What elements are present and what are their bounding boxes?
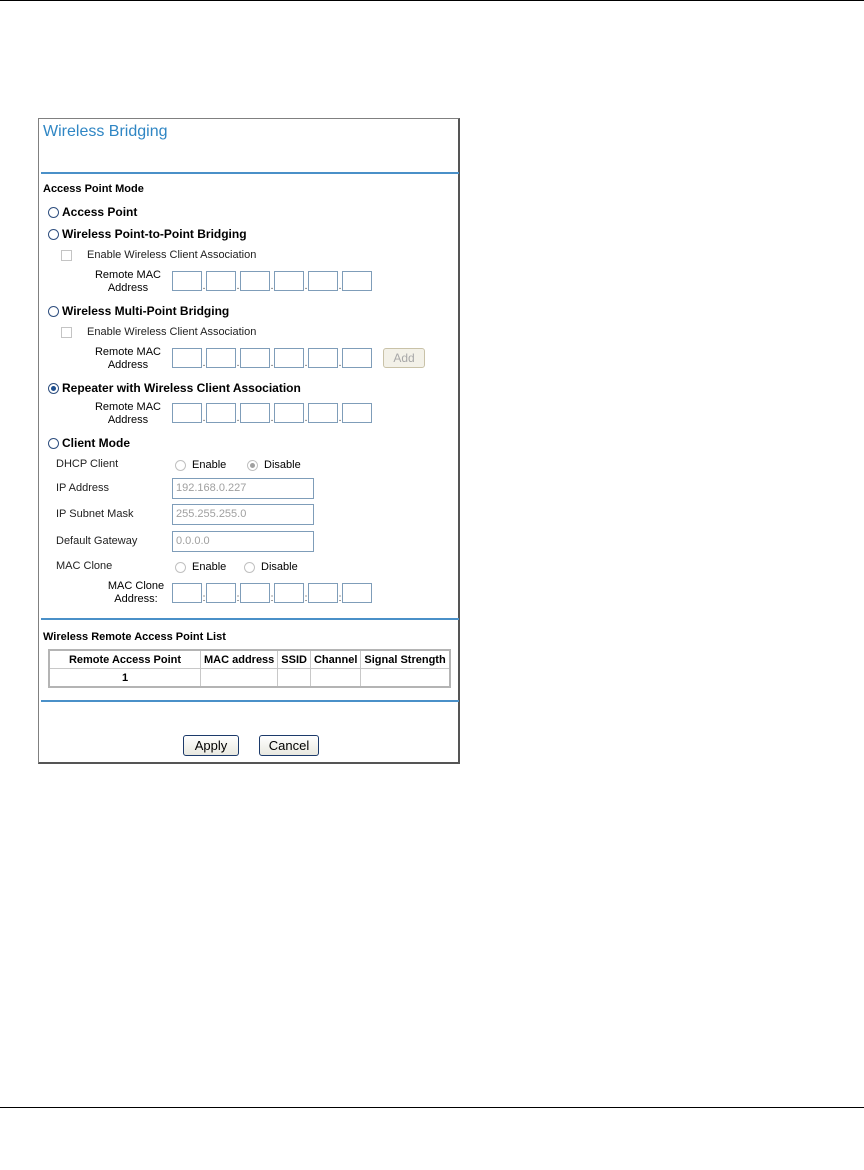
mac-octet-input[interactable] bbox=[274, 403, 304, 423]
radio-icon bbox=[48, 438, 59, 449]
mac-octet-input[interactable] bbox=[274, 348, 304, 368]
radio-client-mode[interactable] bbox=[48, 436, 130, 450]
mac-octet-input[interactable] bbox=[172, 583, 202, 603]
mac-octet-input[interactable] bbox=[342, 271, 372, 291]
radio-selected-icon bbox=[247, 460, 258, 471]
add-mac-button[interactable]: Add bbox=[383, 348, 425, 368]
mac-octet-input[interactable] bbox=[172, 271, 202, 291]
mac-octet-input[interactable] bbox=[274, 583, 304, 603]
table-divider bbox=[41, 700, 459, 702]
mac-octet-input[interactable] bbox=[172, 348, 202, 368]
radio-multipoint-bridging[interactable] bbox=[48, 304, 229, 318]
repeater-remote-mac-input: . . . . . bbox=[172, 403, 372, 423]
p2p-enable-assoc-label: Enable Wireless Client Association bbox=[87, 249, 257, 261]
table-cell: 1 bbox=[49, 669, 201, 688]
p2p-remote-mac-label: Remote MAC Address bbox=[94, 269, 162, 294]
mac-octet-input[interactable] bbox=[240, 271, 270, 291]
mac-octet-input[interactable] bbox=[274, 271, 304, 291]
table-cell bbox=[201, 669, 278, 688]
ip-address-label: IP Address bbox=[56, 482, 109, 494]
client-mode-divider bbox=[41, 618, 459, 620]
title-divider bbox=[41, 172, 459, 174]
dhcp-enable-option[interactable] bbox=[175, 459, 226, 471]
radio-multipoint-label: Wireless Multi-Point Bridging bbox=[62, 304, 230, 318]
multipoint-remote-mac-label: Remote MAC Address bbox=[94, 346, 162, 371]
mac-octet-input[interactable] bbox=[206, 348, 236, 368]
column-header: MAC address bbox=[201, 650, 278, 669]
mac-octet-input[interactable] bbox=[172, 403, 202, 423]
radio-icon bbox=[175, 562, 186, 573]
mac-octet-input[interactable] bbox=[308, 583, 338, 603]
mac-octet-input[interactable] bbox=[206, 403, 236, 423]
table-header-row bbox=[49, 650, 450, 669]
mac-octet-input[interactable] bbox=[342, 403, 372, 423]
header-rule bbox=[0, 0, 864, 1]
column-header: Channel bbox=[310, 650, 360, 669]
table-cell bbox=[361, 669, 450, 688]
mac-octet-input[interactable] bbox=[240, 403, 270, 423]
radio-selected-icon bbox=[48, 383, 59, 394]
multipoint-remote-mac-input: . . . . . bbox=[172, 348, 372, 368]
mac-clone-disable-option[interactable] bbox=[244, 561, 298, 573]
mac-octet-input[interactable] bbox=[308, 271, 338, 291]
column-header: Remote Access Point bbox=[49, 650, 201, 669]
column-header: SSID bbox=[278, 650, 311, 669]
table-row bbox=[49, 669, 450, 688]
mac-octet-input[interactable] bbox=[342, 583, 372, 603]
mac-clone-address-input: : : : : : bbox=[172, 583, 372, 603]
mac-clone-label: MAC Clone bbox=[56, 560, 113, 572]
table-cell bbox=[310, 669, 360, 688]
default-gateway-field[interactable]: 0.0.0.0 bbox=[172, 531, 314, 552]
subnet-mask-field[interactable]: 255.255.255.0 bbox=[172, 504, 314, 525]
mac-octet-input[interactable] bbox=[308, 403, 338, 423]
mac-clone-address-label: MAC Clone Address: bbox=[107, 580, 165, 605]
radio-p2p-label: Wireless Point-to-Point Bridging bbox=[62, 227, 247, 241]
cancel-button[interactable]: Cancel bbox=[259, 735, 319, 756]
repeater-remote-mac-label: Remote MAC Address bbox=[94, 401, 162, 426]
radio-icon bbox=[48, 306, 59, 317]
mac-clone-enable-label: Enable bbox=[192, 561, 227, 573]
multipoint-enable-assoc-label: Enable Wireless Client Association bbox=[87, 326, 257, 338]
subnet-mask-label: IP Subnet Mask bbox=[56, 508, 134, 520]
mac-octet-input[interactable] bbox=[206, 271, 236, 291]
radio-access-point-label: Access Point bbox=[62, 205, 138, 219]
remote-ap-list-heading: Wireless Remote Access Point List bbox=[43, 631, 226, 643]
footer-rule bbox=[0, 1107, 864, 1108]
radio-repeater[interactable] bbox=[48, 381, 301, 395]
dhcp-enable-label: Enable bbox=[192, 459, 227, 471]
mac-octet-input[interactable] bbox=[240, 583, 270, 603]
mac-octet-input[interactable] bbox=[342, 348, 372, 368]
ip-address-field[interactable]: 192.168.0.227 bbox=[172, 478, 314, 499]
default-gateway-label: Default Gateway bbox=[56, 535, 138, 547]
p2p-remote-mac-input: . . . . . bbox=[172, 271, 372, 291]
radio-p2p-bridging[interactable] bbox=[48, 227, 247, 241]
dhcp-client-label: DHCP Client bbox=[56, 458, 119, 470]
page-title: Wireless Bridging bbox=[43, 123, 168, 140]
mac-octet-input[interactable] bbox=[206, 583, 236, 603]
dhcp-disable-option[interactable] bbox=[247, 459, 301, 471]
multipoint-enable-assoc-checkbox[interactable] bbox=[61, 327, 72, 338]
radio-access-point[interactable] bbox=[48, 205, 137, 219]
radio-client-mode-label: Client Mode bbox=[62, 436, 130, 450]
mac-clone-enable-option[interactable] bbox=[175, 561, 226, 573]
radio-repeater-label: Repeater with Wireless Client Association bbox=[62, 381, 301, 395]
table-cell bbox=[278, 669, 311, 688]
remote-ap-table bbox=[48, 649, 451, 688]
access-point-mode-heading: Access Point Mode bbox=[43, 183, 144, 195]
p2p-enable-assoc-checkbox[interactable] bbox=[61, 250, 72, 261]
mac-octet-input[interactable] bbox=[308, 348, 338, 368]
apply-button[interactable]: Apply bbox=[183, 735, 239, 756]
radio-icon bbox=[48, 229, 59, 240]
mac-octet-input[interactable] bbox=[240, 348, 270, 368]
radio-icon bbox=[244, 562, 255, 573]
radio-icon bbox=[175, 460, 186, 471]
wireless-bridging-panel bbox=[38, 118, 460, 764]
column-header: Signal Strength bbox=[361, 650, 450, 669]
dhcp-disable-label: Disable bbox=[264, 459, 301, 471]
radio-icon bbox=[48, 207, 59, 218]
mac-clone-disable-label: Disable bbox=[261, 561, 298, 573]
